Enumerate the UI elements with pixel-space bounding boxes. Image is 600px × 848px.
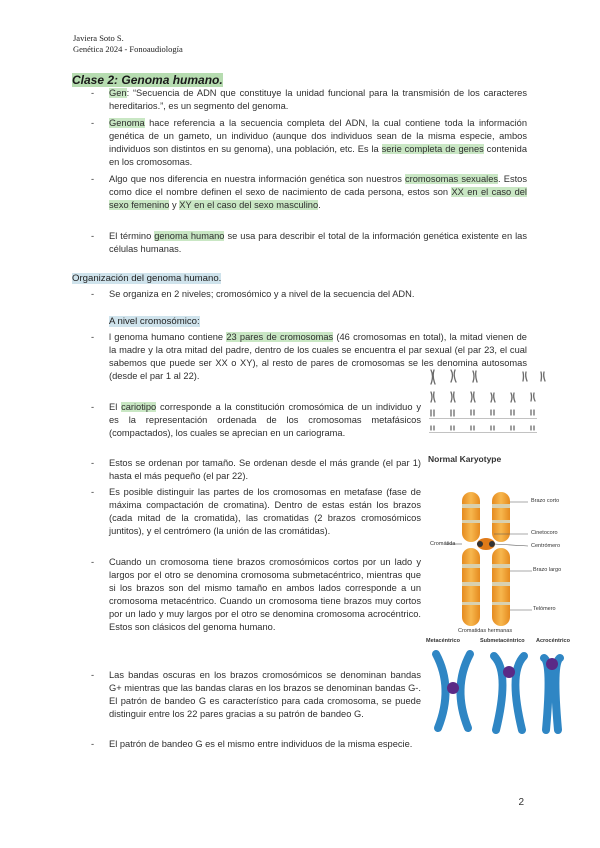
bullet-cromosomas-sexuales: Algo que nos diferencia en nuestra información genética son nuestros cromosomas sexuales. Estos como dice el nombre definen el sexo de nacimiento de cada persona, estos son XX en el caso del sexo femenino y XY en el caso del sexo masculino. <box>109 174 528 211</box>
bullet-genoma-humano: El término genoma humano se usa para describir el total de la información genética existente en las células humanas. <box>109 231 528 255</box>
chromosome-diagram <box>428 486 568 636</box>
bullet-partes: Es posible distinguir las partes de los cromosomas en metafase (fase de máxima compactación de cromatina). Dentro de estas están los brazos (cada mitad de la cromatida), las cromatidas (2 brazos cromosómicos juntitos), y el centrómero (la unión de las cromátidas). <box>109 487 421 537</box>
bullet-gen: Gen: “Secuencia de ADN que constituye la unidad funcional para la transmisión de los caracteres hereditarios.”, es un segmento del genoma. <box>109 88 527 112</box>
label-submetacentrico: Submetacéntrico <box>480 638 525 644</box>
bullet-cariotipo: El cariotipo corresponde a la constitución cromosómica de un individuo y es la representación ordenada de los cromosomas metafásicos (compactados), los cuales se aprecian en un cariograma. <box>109 402 421 439</box>
label-acrocentrico: Acrocéntrico <box>536 638 570 644</box>
bullet-dash: - <box>91 332 95 342</box>
chromosome-types-diagram <box>424 648 574 740</box>
section-heading: Organización del genoma humano. <box>72 273 222 284</box>
label-cromatida: Cromátida <box>430 541 456 547</box>
label-brazo-corto: Brazo corto <box>531 498 560 504</box>
section-bullet: Se organiza en 2 niveles; cromosómico y a nivel de la secuencia del ADN. <box>109 289 415 299</box>
bullet-patron: El patrón de bandeo G es el mismo entre individuos de la misma especie. <box>109 739 413 749</box>
karyotype-caption: Normal Karyotype <box>428 454 502 464</box>
label-telomero: Telómero <box>533 606 556 612</box>
bullet-dash: - <box>91 739 95 749</box>
bullet-dash: - <box>91 557 95 567</box>
label-metacentrico: Metacéntrico <box>426 638 460 644</box>
bullet-dash: - <box>91 88 95 98</box>
bullet-dash: - <box>91 670 95 680</box>
bullet-tipos: Cuando un cromosoma tiene brazos cromosómicos cortos por un lado y largos por el otro se denomina cromosoma submetacéntrico, mientras que si los brazos son del mismo tamaño en ambos lados corresponde a un cromosoma metacéntrico. Cuando un cromosoma tiene brazos muy cortos por un lado y muy largos por el otro se denomina cromosoma acrocéntrico. Estos son clásicos del genoma humano. <box>109 557 421 633</box>
bullet-orden-tamano: Estos se ordenan por tamaño. Se ordenan desde el más grande (el par 1) hasta el más pequeño (el par 22). <box>109 458 421 482</box>
subsection-heading: A nivel cromosómico: <box>109 316 200 327</box>
bullet-genoma: Genoma hace referencia a la secuencia completa del ADN, la cual contiene toda la información genética de un gameto, un individuo (aunque dos individuos sean de la misma especie, ambos individuos son distintos en su genoma), una población, etc. Es la serie completa de genes contenida en los cromosomas. <box>109 118 528 168</box>
label-cinetocoro: Cinetocoro <box>531 530 558 536</box>
bullet-23-pares-a: l genoma humano contiene 23 pares de cromosomas (46 cromosomas en total), la mitad vienen de la madre y la otra mitad del padre, dentro de los cuales se encuentra el par sexual (el par 23, el cual sabemos que puede ser XX o XY), al resto de pares de cromosomas se les denomina autosomas (desde el par 1 al 22). <box>109 332 527 382</box>
chromosome-types-figure <box>424 638 574 738</box>
label-cromatidas-hermanas: Cromatidas hermanas <box>458 628 513 634</box>
label-brazo-largo: Brazo largo <box>533 567 562 573</box>
label-centromero: Centrómero <box>531 543 561 549</box>
bullet-dash: - <box>91 487 95 497</box>
page-number: 2 <box>518 797 524 808</box>
header-course: Genética 2024 - Fonoaudiología <box>73 44 183 54</box>
bullet-dash: - <box>91 289 95 299</box>
bullet-dash: - <box>91 458 95 468</box>
chromosome-structure-figure <box>428 486 568 636</box>
bullet-bandas: Las bandas oscuras en los brazos cromosómicos se denominan bandas G+ mientras que las bandas claras en los brazos se denominan bandas G-. El patrón de bandeo G es característico para cada cromosoma, se puede distinguir entre los 22 pares gracias a su patrón de bandeo G. <box>109 670 421 720</box>
karyotype-image <box>423 368 548 443</box>
header-author: Javiera Soto S. <box>73 33 124 43</box>
page-title: Clase 2: Genoma humano. <box>72 73 223 87</box>
bullet-dash: - <box>91 402 95 412</box>
karyotype-figure <box>423 368 548 464</box>
bullet-dash: - <box>91 118 95 128</box>
bullet-dash: - <box>91 231 95 241</box>
bullet-dash: - <box>91 174 95 184</box>
